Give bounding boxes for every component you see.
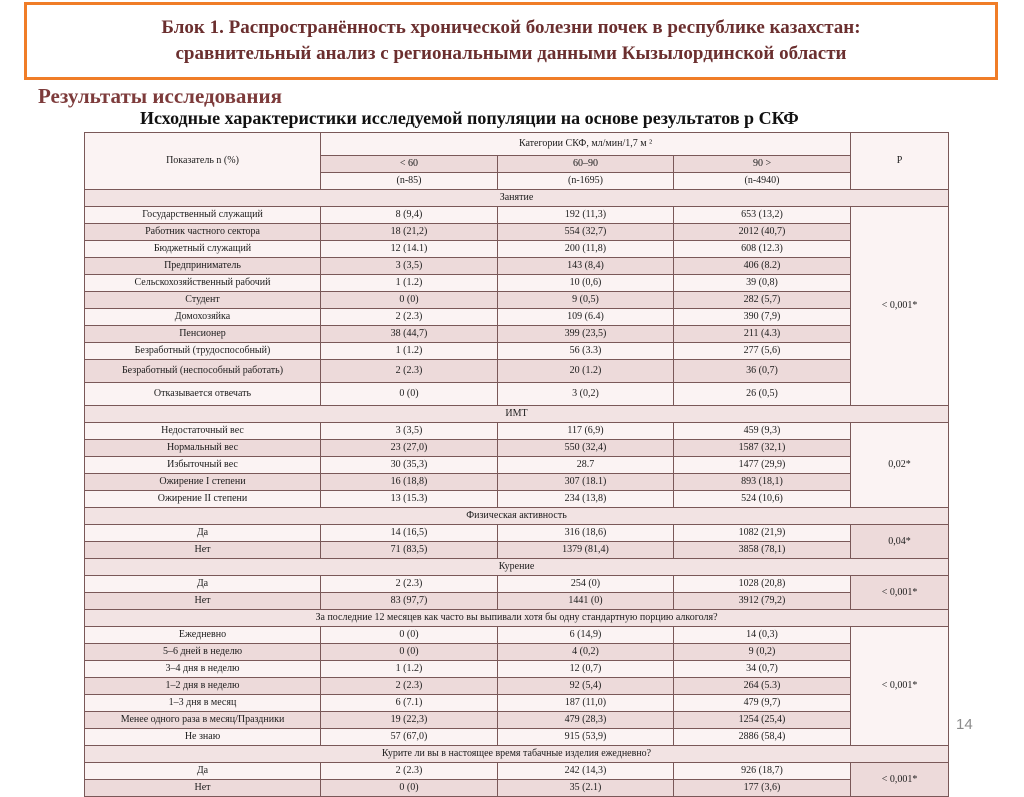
row-value: 177 (3,6): [674, 780, 851, 797]
row-label: Предприниматель: [85, 258, 321, 275]
table-row: [85, 593, 949, 610]
row-value: 1 (1.2): [321, 343, 498, 360]
header-n-60-90: (n-1695): [498, 173, 674, 190]
table-row: [85, 360, 949, 383]
table-row: [85, 780, 949, 797]
row-value: 13 (15.3): [321, 491, 498, 508]
row-value: 14 (16,5): [321, 525, 498, 542]
table-row: [85, 326, 949, 343]
table-row: [85, 292, 949, 309]
header-col-lt60: < 60: [321, 156, 498, 173]
table-row: [85, 457, 949, 474]
row-value: 554 (32,7): [498, 224, 674, 241]
row-value: 316 (18,6): [498, 525, 674, 542]
row-value: 926 (18,7): [674, 763, 851, 780]
table-row: [85, 275, 949, 292]
row-label: Да: [85, 763, 321, 780]
row-value: 34 (0,7): [674, 661, 851, 678]
slide-title-line-1: Блок 1. Распространённость хронической болезни почек в республике казахстан:: [161, 17, 861, 38]
row-label: Безработный (неспособный работать): [85, 360, 321, 383]
row-value: 28.7: [498, 457, 674, 474]
section-title: Курение: [85, 559, 949, 576]
row-value: 915 (53,9): [498, 729, 674, 746]
header-col-gt90: 90 >: [674, 156, 851, 173]
section-heading: Результаты исследования: [38, 84, 282, 108]
row-value: 1 (1.2): [321, 661, 498, 678]
data-table: [84, 132, 949, 797]
row-label: Государственный служащий: [85, 207, 321, 224]
row-value: 254 (0): [498, 576, 674, 593]
section-title: За последние 12 месяцев как часто вы выпивали хотя бы одну стандартную порцию алкоголя?: [85, 610, 949, 627]
row-value: 0 (0): [321, 780, 498, 797]
row-label: 1–2 дня в неделю: [85, 678, 321, 695]
row-value: 1477 (29,9): [674, 457, 851, 474]
row-value: 57 (67,0): [321, 729, 498, 746]
row-value: 242 (14,3): [498, 763, 674, 780]
p-value: < 0,001*: [851, 207, 949, 406]
table-row: [85, 525, 949, 542]
row-value: 26 (0,5): [674, 383, 851, 406]
row-value: 16 (18,8): [321, 474, 498, 491]
row-value: 3912 (79,2): [674, 593, 851, 610]
row-value: 30 (35,3): [321, 457, 498, 474]
row-label: Нормальный вес: [85, 440, 321, 457]
table-row: [85, 576, 949, 593]
row-value: 12 (14.1): [321, 241, 498, 258]
row-value: 20 (1.2): [498, 360, 674, 383]
row-label: Студент: [85, 292, 321, 309]
row-value: 9 (0,2): [674, 644, 851, 661]
section-header-row: [85, 559, 949, 576]
row-value: 234 (13,8): [498, 491, 674, 508]
row-value: 10 (0,6): [498, 275, 674, 292]
table-row: [85, 712, 949, 729]
row-value: 38 (44,7): [321, 326, 498, 343]
row-value: 2 (2.3): [321, 576, 498, 593]
row-value: 1082 (21,9): [674, 525, 851, 542]
row-value: 9 (0,5): [498, 292, 674, 309]
table-row: [85, 207, 949, 224]
row-label: Не знаю: [85, 729, 321, 746]
table-row: [85, 661, 949, 678]
row-value: 893 (18,1): [674, 474, 851, 491]
row-label: Нет: [85, 780, 321, 797]
row-value: 8 (9,4): [321, 207, 498, 224]
row-value: 524 (10,6): [674, 491, 851, 508]
row-value: 23 (27,0): [321, 440, 498, 457]
row-label: Пенсионер: [85, 326, 321, 343]
row-value: 1587 (32,1): [674, 440, 851, 457]
table-title: Исходные характеристики исследуемой популяции на основе результатов р СКФ: [140, 108, 799, 128]
row-label: Бюджетный служащий: [85, 241, 321, 258]
table-row: [85, 224, 949, 241]
section-title: Занятие: [85, 190, 949, 207]
table-row: [85, 309, 949, 326]
table-row: [85, 542, 949, 559]
row-value: 56 (3.3): [498, 343, 674, 360]
table-row: [85, 474, 949, 491]
row-value: 399 (23,5): [498, 326, 674, 343]
header-p: P: [851, 133, 949, 190]
section-header-row: [85, 508, 949, 525]
section-header-row: [85, 610, 949, 627]
row-value: 406 (8.2): [674, 258, 851, 275]
row-label: Менее одного раза в месяц/Праздники: [85, 712, 321, 729]
table-row: [85, 678, 949, 695]
row-value: 35 (2.1): [498, 780, 674, 797]
row-value: 550 (32,4): [498, 440, 674, 457]
row-label: Домохозяйка: [85, 309, 321, 326]
row-label: Ежедневно: [85, 627, 321, 644]
row-value: 307 (18.1): [498, 474, 674, 491]
row-label: Избыточный вес: [85, 457, 321, 474]
row-label: Нет: [85, 593, 321, 610]
row-value: 92 (5,4): [498, 678, 674, 695]
row-value: 6 (7.1): [321, 695, 498, 712]
row-value: 2 (2.3): [321, 678, 498, 695]
row-label: Сельскохозяйственный рабочий: [85, 275, 321, 292]
section-title: Физическая активность: [85, 508, 949, 525]
header-categories: Категории СКФ, мл/мин/1,7 м ²: [321, 133, 851, 156]
row-label: Да: [85, 576, 321, 593]
row-value: 264 (5.3): [674, 678, 851, 695]
row-label: Недостаточный вес: [85, 423, 321, 440]
row-value: 143 (8,4): [498, 258, 674, 275]
row-value: 18 (21,2): [321, 224, 498, 241]
row-label: Работник частного сектора: [85, 224, 321, 241]
row-value: 1254 (25,4): [674, 712, 851, 729]
table-row: [85, 383, 949, 406]
p-value: < 0,001*: [851, 576, 949, 610]
p-value: 0,02*: [851, 423, 949, 508]
header-row-1: [85, 133, 949, 156]
table-row: [85, 729, 949, 746]
row-value: 2012 (40,7): [674, 224, 851, 241]
section-title: ИМТ: [85, 406, 949, 423]
section-header-row: [85, 190, 949, 207]
table-row: [85, 241, 949, 258]
row-value: 390 (7,9): [674, 309, 851, 326]
header-indicator: Показатель n (%): [85, 133, 321, 190]
row-value: 608 (12.3): [674, 241, 851, 258]
section-header-row: [85, 746, 949, 763]
row-label: Ожирение I степени: [85, 474, 321, 491]
row-value: 0 (0): [321, 383, 498, 406]
row-label: Да: [85, 525, 321, 542]
row-value: 479 (9,7): [674, 695, 851, 712]
row-value: 459 (9,3): [674, 423, 851, 440]
table-row: [85, 258, 949, 275]
row-value: 1441 (0): [498, 593, 674, 610]
table-row: [85, 695, 949, 712]
row-label: Нет: [85, 542, 321, 559]
row-value: 282 (5,7): [674, 292, 851, 309]
row-value: 2 (2.3): [321, 763, 498, 780]
row-value: 0 (0): [321, 292, 498, 309]
row-value: 1028 (20,8): [674, 576, 851, 593]
row-value: 277 (5,6): [674, 343, 851, 360]
page-number: 14: [956, 716, 973, 733]
slide-title-box: [24, 2, 998, 80]
row-value: 479 (28,3): [498, 712, 674, 729]
table-row: [85, 644, 949, 661]
row-value: 2 (2.3): [321, 360, 498, 383]
slide-title-line-2: сравнительный анализ с региональными данными Кызылординской области: [175, 43, 847, 64]
section-title: Курите ли вы в настоящее время табачные изделия ежедневно?: [85, 746, 949, 763]
row-value: 0 (0): [321, 644, 498, 661]
row-value: 2 (2.3): [321, 309, 498, 326]
row-value: 200 (11,8): [498, 241, 674, 258]
row-value: 1 (1.2): [321, 275, 498, 292]
row-value: 71 (83,5): [321, 542, 498, 559]
table-row: [85, 423, 949, 440]
section-header-row: [85, 406, 949, 423]
row-label: Отказывается отвечать: [85, 383, 321, 406]
row-value: 117 (6,9): [498, 423, 674, 440]
row-label: Ожирение II степени: [85, 491, 321, 508]
row-value: 1379 (81,4): [498, 542, 674, 559]
table-row: [85, 343, 949, 360]
row-value: 3858 (78,1): [674, 542, 851, 559]
p-value: < 0,001*: [851, 627, 949, 746]
table-row: [85, 763, 949, 780]
row-value: 12 (0,7): [498, 661, 674, 678]
row-label: 5–6 дней в неделю: [85, 644, 321, 661]
row-value: 83 (97,7): [321, 593, 498, 610]
row-label: 3–4 дня в неделю: [85, 661, 321, 678]
table-row: [85, 440, 949, 457]
row-value: 109 (6.4): [498, 309, 674, 326]
row-value: 211 (4.3): [674, 326, 851, 343]
row-value: 39 (0,8): [674, 275, 851, 292]
row-value: 653 (13,2): [674, 207, 851, 224]
header-n-gt90: (n-4940): [674, 173, 851, 190]
header-col-60-90: 60–90: [498, 156, 674, 173]
p-value: 0,04*: [851, 525, 949, 559]
p-value: < 0,001*: [851, 763, 949, 797]
row-value: 19 (22,3): [321, 712, 498, 729]
table-container: [84, 132, 948, 793]
row-value: 4 (0,2): [498, 644, 674, 661]
row-value: 192 (11,3): [498, 207, 674, 224]
row-value: 187 (11,0): [498, 695, 674, 712]
row-value: 36 (0,7): [674, 360, 851, 383]
row-value: 6 (14,9): [498, 627, 674, 644]
table-row: [85, 491, 949, 508]
header-n-lt60: (n-85): [321, 173, 498, 190]
row-label: Безработный (трудоспособный): [85, 343, 321, 360]
table-row: [85, 627, 949, 644]
row-value: 3 (3,5): [321, 423, 498, 440]
row-value: 2886 (58,4): [674, 729, 851, 746]
row-label: 1–3 дня в месяц: [85, 695, 321, 712]
row-value: 3 (3,5): [321, 258, 498, 275]
row-value: 3 (0,2): [498, 383, 674, 406]
row-value: 0 (0): [321, 627, 498, 644]
row-value: 14 (0,3): [674, 627, 851, 644]
